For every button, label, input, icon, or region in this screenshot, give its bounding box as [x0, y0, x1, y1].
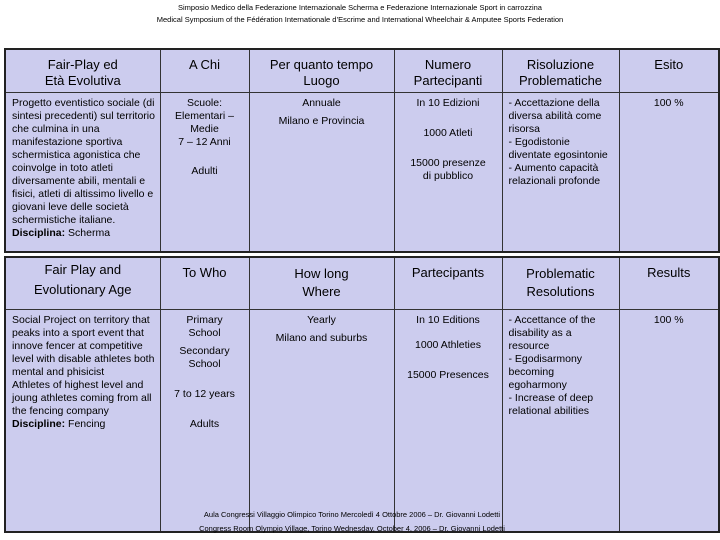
target-ages: 7 – 12 Anni: [178, 135, 231, 148]
symposium-title-italian: Simposio Medico della Federazione Internazionale Scherma e Federazione Internazionale Sport in carrozzina: [178, 3, 542, 12]
target-cell-en: [160, 309, 249, 532]
duration-cell: [249, 92, 394, 252]
header-esito: Esito: [619, 49, 719, 92]
header-resolutions: Problematic Resolutions: [502, 257, 619, 309]
project-description-en: [5, 309, 160, 532]
english-table: [4, 256, 720, 533]
header-numero: Numero Partecipanti: [394, 49, 502, 92]
problem-item: - Accettance of the disability as a resource: [508, 313, 596, 352]
header-fair-play: Fair-Play ed Età Evolutiva: [5, 49, 160, 92]
project-text: Progetto eventistico sociale (di sintesi precedenti) sul territorio che culmina in una manifestazione sportiva schermistica agonistica che coinvolge in toto atleti diversamente abili, mentali e fisici, atleti di altissimo livello e giovani leve delle società schermistiche italiane.: [12, 96, 155, 226]
header-to-who: To Who: [160, 257, 249, 309]
footer-italian: Aula Congressi Villaggio Olimpico Torino Mercoledì 4 Ottobre 2006 – Dr. Giovanni Lodetti: [203, 510, 501, 519]
discipline-label: Disciplina:: [12, 226, 66, 239]
project-description: [5, 92, 160, 252]
duration-place-en: Milano and suburbs: [275, 331, 368, 344]
participants-cell: [394, 92, 502, 252]
result-cell: 100 %: [619, 92, 719, 252]
target-primary: Primary School: [186, 313, 223, 339]
footer-english: Congress Room Olympio Village, Torino Wednesday, October 4, 2006 – Dr. Giovanni Lodetti: [199, 524, 505, 533]
target-adults-en: Adults: [189, 417, 220, 430]
discipline-value-en: Fencing: [65, 417, 106, 430]
italian-table: [4, 48, 720, 253]
discipline-value: Scherma: [65, 226, 111, 239]
target-cell: [160, 92, 249, 252]
problem-item: - Accettazione della diversa abilità come risorsa: [508, 96, 602, 135]
header-partecipants: Partecipants: [394, 257, 502, 309]
project-text-en-2: Athletes of highest level and joung athletes coming from all the fencing company: [12, 378, 152, 417]
duration-frequency-en: Yearly: [307, 313, 336, 326]
target-secondary: Secondary School: [179, 344, 230, 370]
problems-cell: [502, 92, 619, 252]
header-per-quanto: Per quanto tempo Luogo: [249, 49, 394, 92]
problems-cell-en: [502, 309, 619, 532]
participants-editions-en: In 10 Editions: [416, 313, 480, 326]
participants-cell-en: [394, 309, 502, 532]
participants-audience: 15000 presenze di pubblico: [410, 156, 486, 182]
discipline-label-en: Discipline:: [12, 417, 66, 430]
participants-audience-en: 15000 Presences: [407, 368, 489, 381]
participants-editions: In 10 Edizioni: [416, 96, 480, 109]
header-results: Results: [619, 257, 719, 309]
symposium-title-english: Medical Symposium of the Fédération Internationale d’Escrime and International Wheelchair & Amputee Sports Federation: [156, 15, 564, 24]
target-adults: Adulti: [191, 164, 218, 177]
problem-item: - Egodistonie diventate egosintonie: [508, 135, 608, 161]
duration-cell-en: [249, 309, 394, 532]
result-cell-en: 100 %: [619, 309, 719, 532]
header-how-long: How long Where: [249, 257, 394, 309]
problem-item: - Egodisarmony becoming egoharmony: [508, 352, 583, 391]
target-schools: Scuole: Elementari – Medie: [175, 96, 234, 135]
project-text-en: Social Project on territory that peaks into a sport event that innove fencer at competitive level with disable athletes both mental and phisicist: [12, 313, 155, 378]
duration-place: Milano e Provincia: [278, 114, 365, 127]
target-ages-en: 7 to 12 years: [174, 387, 235, 400]
header-risoluzione: Risoluzione Problematiche: [502, 49, 619, 92]
participants-athletes-en: 1000 Athleties: [415, 338, 481, 351]
problem-item: - Increase of deep relational abilities: [508, 391, 594, 417]
header-a-chi: A Chi: [160, 49, 249, 92]
problem-item: - Aumento capacità relazionali profonde: [508, 161, 601, 187]
participants-athletes: 1000 Atleti: [423, 126, 473, 139]
header-fair-play-en: Fair Play and Evolutionary Age: [5, 257, 160, 309]
duration-frequency: Annuale: [302, 96, 341, 109]
